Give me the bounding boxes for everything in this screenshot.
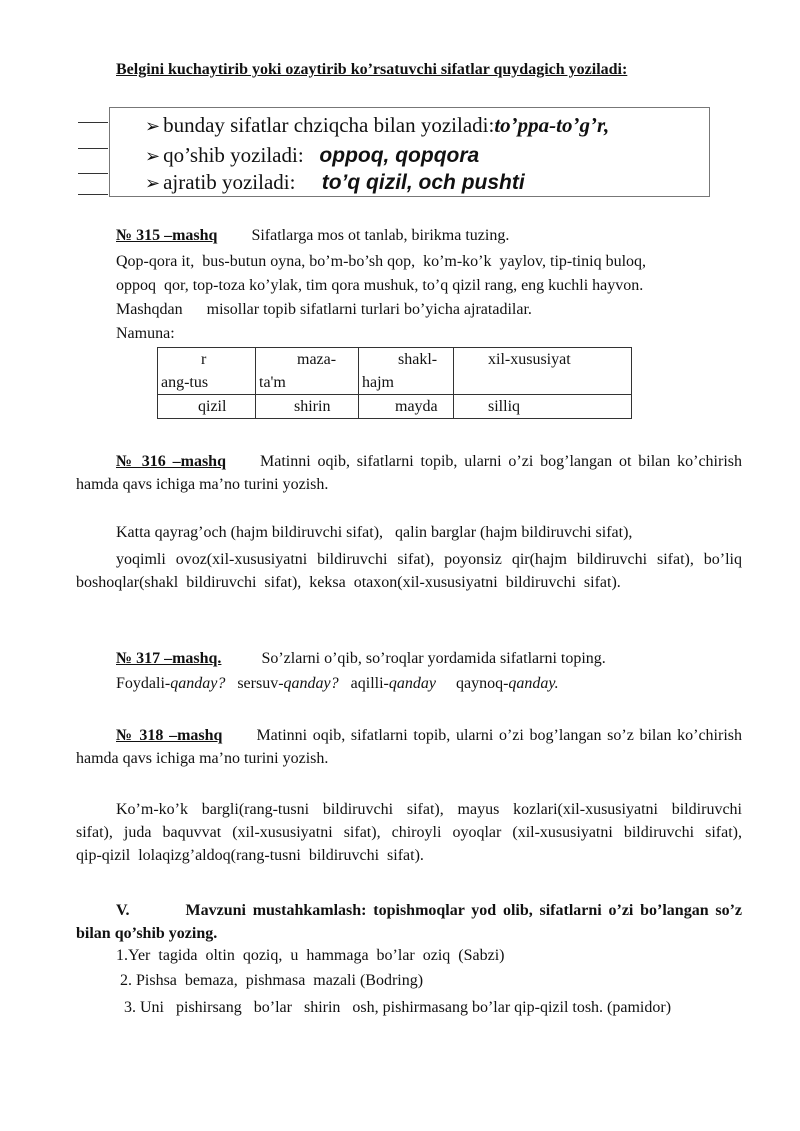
table-cell: qizil xyxy=(158,395,256,419)
margin-line xyxy=(78,173,108,174)
exercise-heading: № 318 –mashq xyxy=(116,727,223,744)
exercise-317-items xyxy=(116,675,559,693)
exercise-315-title xyxy=(116,227,509,245)
exercise-heading: № 317 –mashq. xyxy=(116,650,222,667)
page-title: Belgini kuchaytirib yoki ozaytirib ko’rsatuvchi sifatlar quydagich yoziladi: xyxy=(116,61,628,78)
question: qanday? xyxy=(170,675,226,692)
rule-example: to’ppa-to’g’r, xyxy=(494,113,610,137)
riddle-item: 3. Uni pishirsang bo’lar shirin osh, pishirmasang bo’lar qip-qizil tosh. (pamidor) xyxy=(116,999,672,1016)
table-cell: shakl-hajm xyxy=(359,348,454,395)
margin-line xyxy=(78,148,108,149)
word: aqilli- xyxy=(350,675,389,692)
exercise-text-line: Qop-qora it, bus-butun oyna, bo’m-bo’sh qop, ko’m-ko’k yaylov, tip-tiniq buloq, xyxy=(116,253,647,270)
question: qanday? xyxy=(283,675,339,692)
table-header-row xyxy=(158,348,632,395)
rule-item xyxy=(145,113,609,138)
rule-example: to’q qizil, och pushti xyxy=(321,171,525,194)
riddle-item: 2. Pishsa bemaza, pishmasa mazali (Bodring) xyxy=(116,972,424,989)
table-cell: rang-tus xyxy=(158,348,256,395)
exercise-text-line: Mashqdan misollar topib sifatlarni turlari bo’yicha ajratadilar. xyxy=(116,301,532,318)
word: sersuv- xyxy=(237,675,284,692)
table-cell: mayda xyxy=(359,395,454,419)
arrow-bullet-icon: ➢ xyxy=(145,116,161,137)
rule-item xyxy=(145,170,525,195)
word: qaynoq- xyxy=(455,675,509,692)
exercise-task: Matinni oqib, sifatlarni topib, ularni o’zi bog’langan so’z bilan ko’chirish hamda qavs ichiga ma’no turini yozish. xyxy=(76,727,743,767)
table-cell: xil-xususiyat xyxy=(454,348,632,395)
exercise-text: Ko’m-ko’k bargli(rang-tusni bildiruvchi sifat), mayus kozlari(xil-xususiyatni bildiruvchi sifat), juda baquvvat (xil-xususiyatni sifat), chiroyli oyoqlar (xil-xususiyatni bildiruvchi sifat), qip-qizil lolaqizg’aldoq(rang-tusni bildiruvchi sifat). xyxy=(76,801,742,864)
sample-label: Namuna: xyxy=(116,325,175,342)
section-5-heading xyxy=(76,899,742,945)
exercise-heading: № 316 –mashq xyxy=(116,453,226,470)
arrow-bullet-icon: ➢ xyxy=(145,146,161,167)
rule-text: bunday sifatlar chziqcha bilan yoziladi: xyxy=(163,113,495,137)
riddle-item: 1.Yer tagida oltin qoziq, u hammaga bo’lar oziq (Sabzi) xyxy=(116,947,505,964)
question: qanday. xyxy=(508,675,559,692)
table-cell: silliq xyxy=(454,395,632,419)
word: Foydali- xyxy=(116,675,171,692)
rule-text: qo’shib yoziladi: xyxy=(163,143,320,167)
table-cell: maza-ta'm xyxy=(256,348,359,395)
rule-item xyxy=(145,143,479,168)
margin-line xyxy=(78,194,108,195)
exercise-task: So’zlarni o’qib, so’roqlar yordamida sifatlarni toping. xyxy=(261,650,606,667)
arrow-bullet-icon: ➢ xyxy=(145,173,161,194)
exercise-text: yoqimli ovoz(xil-xususiyatni bildiruvchi sifat), poyonsiz qir(hajm bildiruvchi sifat), bo’liq boshoqlar(shakl bildiruvchi sifat), keksa otaxon(xil-xususiyatni bildiruvchi sifat). xyxy=(76,551,742,591)
margin-line xyxy=(78,122,108,123)
exercise-318-title xyxy=(76,724,742,770)
exercise-text-line: Katta qayrag’och (hajm bildiruvchi sifat), qalin barglar (hajm bildiruvchi sifat), xyxy=(116,524,633,541)
exercise-task: Sifatlarga mos ot tanlab, birikma tuzing. xyxy=(251,227,510,244)
exercise-task: Matinni oqib, sifatlarni topib, ularni o’zi bog’langan ot bilan ko’chirish hamda qavs ichiga ma’no turini yozish. xyxy=(76,453,742,493)
section-title: Mavzuni mustahkamlash: topishmoqlar yod olib, sifatlarni o’zi bo’langan so’z bilan qo’shib yozing. xyxy=(76,902,742,942)
exercise-heading: № 315 –mashq xyxy=(116,227,218,244)
question: qanday xyxy=(388,675,436,692)
table-cell: shirin xyxy=(256,395,359,419)
rule-example: oppoq, qopqora xyxy=(319,144,480,167)
rule-text: ajratib yoziladi: xyxy=(163,170,322,194)
exercise-317-title xyxy=(116,650,606,668)
exercise-316-title xyxy=(76,450,742,496)
table-row xyxy=(158,395,632,419)
section-number: V. xyxy=(116,902,130,919)
sample-table xyxy=(157,347,632,419)
exercise-text-line: oppoq qor, top-toza ko’ylak, tim qora mushuk, to’q qizil rang, eng kuchli hayvon. xyxy=(116,277,644,294)
